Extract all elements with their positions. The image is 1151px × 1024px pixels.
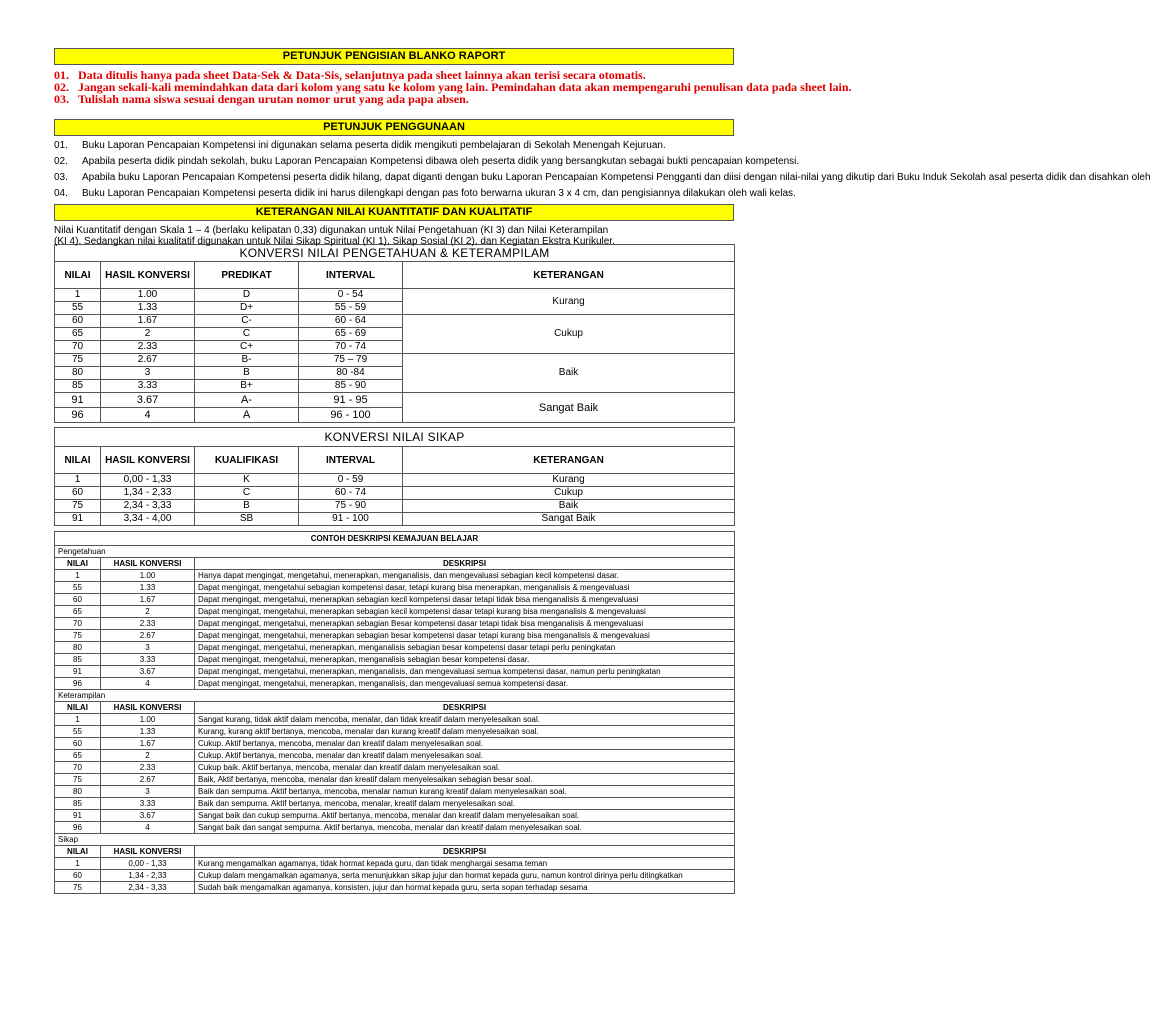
hasil-cell: 2: [101, 750, 195, 762]
pengisian-num: 01.: [54, 68, 69, 82]
col-hasil: HASIL KONVERSI: [101, 702, 195, 714]
hasil-cell: 0,00 - 1,33: [101, 474, 195, 487]
deskripsi-cell: Dapat mengingat, mengetahui, menerapkan, menganalisis, dan mengevaluasi semua kompetensi dasar.: [195, 678, 735, 690]
raport-sheet: [54, 46, 1151, 894]
deskripsi-cell: Cukup. Aktif bertanya, mencoba, menalar dan kreatif dalam menyelesaikan soal.: [195, 750, 735, 762]
deskripsi-row: [55, 858, 735, 870]
hasil-cell: 1,34 - 2,33: [101, 487, 195, 500]
keterangan-cell: Kurang: [403, 474, 735, 487]
penggunaan-num: 02.: [54, 156, 68, 167]
hasil-cell: 2.67: [101, 354, 195, 367]
deskripsi-row: [55, 618, 735, 630]
nilai-cell: 60: [55, 315, 101, 328]
deskripsi-row: [55, 822, 735, 834]
hasil-cell: 1.33: [101, 302, 195, 315]
deskripsi-row: [55, 750, 735, 762]
interval-cell: 75 - 90: [299, 500, 403, 513]
nilai-cell: 1: [55, 858, 101, 870]
deskripsi-cell: Dapat mengingat, mengetahui, menerapkan sebagian besar kompetensi dasar tetapi kurang bisa menganalisis & mengevaluasi: [195, 630, 735, 642]
deskripsi-row: [55, 630, 735, 642]
col-nilai: NILAI: [55, 702, 101, 714]
hasil-cell: 3: [101, 786, 195, 798]
predikat-cell: C: [195, 328, 299, 341]
deskripsi-row: [55, 738, 735, 750]
deskripsi-row: [55, 666, 735, 678]
col-interval: INTERVAL: [299, 262, 403, 289]
keterangan-cell: Baik: [403, 500, 735, 513]
keterangan-cell: Cukup: [403, 487, 735, 500]
deskripsi-row: [55, 726, 735, 738]
keterangan-cell: Cukup: [403, 315, 735, 354]
deskripsi-cell: Cukup dalam mengamalkan agamanya, serta menunjukkan sikap jujur dan hormat kepada guru, namun kontrol dirinya perlu ditingkatkan: [195, 870, 735, 882]
predikat-cell: D+: [195, 302, 299, 315]
keterangan-cell: Kurang: [403, 289, 735, 315]
deskripsi-row: [55, 762, 735, 774]
hasil-cell: 4: [101, 408, 195, 423]
konversi-pk-row: [55, 289, 735, 302]
nilai-cell: 85: [55, 798, 101, 810]
hasil-cell: 1.33: [101, 582, 195, 594]
interval-cell: 60 - 64: [299, 315, 403, 328]
pengisian-text: Data ditulis hanya pada sheet Data-Sek & Data-Sis, selanjutnya pada sheet lainnya akan terisi secara otomatis.: [78, 68, 646, 82]
interval-cell: 55 - 59: [299, 302, 403, 315]
nilai-cell: 75: [55, 500, 101, 513]
interval-cell: 70 - 74: [299, 341, 403, 354]
col-nilai: NILAI: [55, 262, 101, 289]
band-pengisian: PETUNJUK PENGISIAN BLANKO RAPORT: [54, 48, 734, 65]
penggunaan-item: [54, 172, 1151, 188]
deskripsi-row: [55, 654, 735, 666]
hasil-cell: 1.00: [101, 289, 195, 302]
konversi-pk-title: KONVERSI NILAI PENGETAHUAN & KETERAMPILAM: [55, 245, 735, 262]
penggunaan-num: 01.: [54, 140, 68, 151]
deskripsi-cell: Dapat mengingat, mengetahui, menerapkan, menganalisis sebagian besar kompetensi dasar.: [195, 654, 735, 666]
hasil-cell: 2.67: [101, 630, 195, 642]
col-predikat: PREDIKAT: [195, 262, 299, 289]
pengisian-text: Tulislah nama siswa sesuai dengan urutan nomor urut yang ada papa absen.: [78, 92, 469, 106]
hasil-cell: 3: [101, 367, 195, 380]
pengisian-num: 03.: [54, 92, 69, 106]
deskripsi-table: [54, 531, 735, 894]
hasil-cell: 3: [101, 642, 195, 654]
deskripsi-row: [55, 786, 735, 798]
predikat-cell: A: [195, 408, 299, 423]
hasil-cell: 3.67: [101, 666, 195, 678]
deskripsi-row: [55, 882, 735, 894]
col-hasil: HASIL KONVERSI: [101, 846, 195, 858]
predikat-cell: C+: [195, 341, 299, 354]
deskripsi-cell: Baik dan sempurna. Aktif bertanya, mencoba, menalar namun kurang kreatif dalam menyelesaikan soal.: [195, 786, 735, 798]
interval-cell: 91 - 100: [299, 513, 403, 526]
nilai-cell: 75: [55, 774, 101, 786]
nilai-cell: 96: [55, 822, 101, 834]
hasil-cell: 2: [101, 328, 195, 341]
nilai-cell: 96: [55, 678, 101, 690]
hasil-cell: 1.00: [101, 714, 195, 726]
section-label-row: [55, 834, 735, 846]
deskripsi-cell: Cukup. Aktif bertanya, mencoba, menalar dan kreatif dalam menyelesaikan soal.: [195, 738, 735, 750]
deskripsi-cell: Dapat mengingat, mengetahui, menerapkan sebagian Besar kompetensi dasar tetapi tidak bisa menganalisis & mengevaluasi: [195, 618, 735, 630]
deskripsi-row: [55, 774, 735, 786]
deskripsi-row: [55, 798, 735, 810]
hasil-cell: 4: [101, 822, 195, 834]
note-line-1: Nilai Kuantitatif dengan Skala 1 – 4 (berlaku kelipatan 0,33) digunakan untuk Nilai Pengetahuan (KI 3) dan Nilai Keterampilan: [54, 225, 609, 236]
col-hasil: HASIL KONVERSI: [101, 447, 195, 474]
nilai-cell: 85: [55, 654, 101, 666]
hasil-cell: 2.33: [101, 618, 195, 630]
nilai-cell: 65: [55, 606, 101, 618]
pengisian-text: Jangan sekali-kali memindahkan data dari kolom yang satu ke kolom yang lain. Pemindahan data akan mempengaruhi penulisan data pada sheet lain.: [78, 80, 852, 94]
nilai-cell: 55: [55, 302, 101, 315]
hasil-cell: 3.33: [101, 798, 195, 810]
konversi-sikap-row: [55, 474, 735, 487]
col-kualifikasi: KUALIFIKASI: [195, 447, 299, 474]
predikat-cell: C-: [195, 315, 299, 328]
konversi-pk-row: [55, 393, 735, 408]
predikat-cell: D: [195, 289, 299, 302]
deskripsi-row: [55, 606, 735, 618]
kualifikasi-cell: B: [195, 500, 299, 513]
hasil-cell: 2.33: [101, 341, 195, 354]
interval-cell: 0 - 54: [299, 289, 403, 302]
keterangan-note: [54, 225, 734, 247]
nilai-cell: 60: [55, 738, 101, 750]
hasil-cell: 3.67: [101, 393, 195, 408]
deskripsi-cell: Baik, Aktif bertanya, mencoba, menalar dan kreatif dalam menyelesaikan sebagian besar soal.: [195, 774, 735, 786]
hasil-cell: 1.33: [101, 726, 195, 738]
nilai-cell: 60: [55, 870, 101, 882]
interval-cell: 80 -84: [299, 367, 403, 380]
deskripsi-row: [55, 810, 735, 822]
keterangan-cell: Baik: [403, 354, 735, 393]
konversi-sikap-title: KONVERSI NILAI SIKAP: [55, 428, 735, 447]
hasil-cell: 2.67: [101, 774, 195, 786]
col-interval: INTERVAL: [299, 447, 403, 474]
predikat-cell: A-: [195, 393, 299, 408]
hasil-cell: 3,34 - 4,00: [101, 513, 195, 526]
interval-cell: 60 - 74: [299, 487, 403, 500]
predikat-cell: B-: [195, 354, 299, 367]
col-nilai: NILAI: [55, 447, 101, 474]
deskripsi-row: [55, 870, 735, 882]
section-label-pengetahuan: Pengetahuan: [55, 546, 735, 558]
deskripsi-cell: Kurang, kurang aktif bertanya, mencoba, menalar dan kurang kreatif dalam menyelesaikan soal.: [195, 726, 735, 738]
konversi-sikap-row: [55, 500, 735, 513]
deskripsi-cell: Baik dan sempurna. Aktif bertanya, mencoba, menalar, kreatif dalam menyelesaikan soal.: [195, 798, 735, 810]
hasil-cell: 2,34 - 3,33: [101, 500, 195, 513]
col-nilai: NILAI: [55, 558, 101, 570]
hasil-cell: 4: [101, 678, 195, 690]
col-keterangan: KETERANGAN: [403, 447, 735, 474]
deskripsi-cell: Sangat kurang, tidak aktif dalam mencoba, menalar, dan tidak kreatif dalam menyelesaikan soal.: [195, 714, 735, 726]
nilai-cell: 75: [55, 882, 101, 894]
nilai-cell: 91: [55, 810, 101, 822]
deskripsi-row: [55, 570, 735, 582]
penggunaan-text: Buku Laporan Pencapaian Kompetensi ini digunakan selama peserta didik mengikuti pembelajaran di Sekolah Menengah Kejuruan.: [82, 140, 666, 151]
nilai-cell: 75: [55, 354, 101, 367]
col-keterangan: KETERANGAN: [403, 262, 735, 289]
pengisian-num: 02.: [54, 80, 69, 94]
keterangan-cell: Sangat Baik: [403, 513, 735, 526]
nilai-cell: 60: [55, 487, 101, 500]
kualifikasi-cell: K: [195, 474, 299, 487]
deskripsi-cell: Dapat mengingat, mengetahui, menerapkan sebagian kecil kompetensi dasar tetapi kurang bisa menganalisis & mengevaluasi: [195, 606, 735, 618]
nilai-cell: 75: [55, 630, 101, 642]
band-keterangan: KETERANGAN NILAI KUANTITATIF DAN KUALITATIF: [54, 204, 734, 221]
penggunaan-text: Apabila peserta didik pindah sekolah, buku Laporan Pencapaian Kompetensi dibawa oleh peserta didik yang bersangkutan sebagai bukti pencapaian kompetensi.: [82, 156, 800, 167]
note-line-2: (KI 4). Sedangkan nilai kualitatif digunakan untuk Nilai Sikap Spiritual (KI 1), Sikap Sosial (KI 2), dan Kegiatan Ekstra Kurikuler.: [54, 236, 615, 247]
hasil-cell: 1.67: [101, 315, 195, 328]
deskripsi-cell: Dapat mengingat, mengetahui, menerapkan sebagian kecil kompetensi dasar tetapi tidak bisa menganalisis & mengevaluasi: [195, 594, 735, 606]
hasil-cell: 1.67: [101, 594, 195, 606]
col-deskripsi: DESKRIPSI: [195, 846, 735, 858]
nilai-cell: 91: [55, 666, 101, 678]
deskripsi-cell: Sudah baik mengamalkan agamanya, konsisten, jujur dan hormat kepada guru, serta sopan terhadap sesama: [195, 882, 735, 894]
hasil-cell: 2.33: [101, 762, 195, 774]
hasil-cell: 0,00 - 1,33: [101, 858, 195, 870]
deskripsi-cell: Dapat mengingat, mengetahui, menerapkan, menganalisis, dan mengevaluasi semua kompetensi dasar, namun perlu peningkatan: [195, 666, 735, 678]
section-label-keterampilan: Keterampilan: [55, 690, 735, 702]
konversi-pk-row: [55, 315, 735, 328]
nilai-cell: 85: [55, 380, 101, 393]
deskripsi-cell: Sangat baik dan cukup sempurna. Aktif bertanya, mencoba, menalar dan kreatif dalam menyelesaikan soal.: [195, 810, 735, 822]
deskripsi-row: [55, 678, 735, 690]
penggunaan-item: [54, 156, 800, 172]
interval-cell: 96 - 100: [299, 408, 403, 423]
nilai-cell: 80: [55, 786, 101, 798]
deskripsi-header-row: [55, 702, 735, 714]
penggunaan-list: [54, 140, 1151, 204]
deskripsi-cell: Dapat mengingat, mengetahui, menerapkan, menganalisis sebagian besar kompetensi dasar tetapi perlu peningkatan: [195, 642, 735, 654]
nilai-cell: 1: [55, 570, 101, 582]
hasil-cell: 3.67: [101, 810, 195, 822]
deskripsi-header-row: [55, 846, 735, 858]
nilai-cell: 60: [55, 594, 101, 606]
penggunaan-num: 03.: [54, 172, 68, 183]
nilai-cell: 65: [55, 750, 101, 762]
deskripsi-cell: Hanya dapat mengingat, mengetahui, menerapkan, menganalisis, dan mengevaluasi sebagian kecil kompetensi dasar.: [195, 570, 735, 582]
deskripsi-title: CONTOH DESKRIPSI KEMAJUAN BELAJAR: [55, 532, 735, 546]
hasil-cell: 3.33: [101, 380, 195, 393]
nilai-cell: 70: [55, 762, 101, 774]
keterangan-cell: Sangat Baik: [403, 393, 735, 423]
deskripsi-cell: Sangat baik dan sangat sempurna. Aktif bertanya, mencoba, menalar dan kreatif dalam menyelesaikan soal.: [195, 822, 735, 834]
deskripsi-row: [55, 642, 735, 654]
kualifikasi-cell: SB: [195, 513, 299, 526]
interval-cell: 0 - 59: [299, 474, 403, 487]
deskripsi-cell: Cukup baik. Aktif bertanya, mencoba, menalar dan kreatif dalam menyelesaikan soal.: [195, 762, 735, 774]
nilai-cell: 1: [55, 714, 101, 726]
col-nilai: NILAI: [55, 846, 101, 858]
section-label-row: [55, 690, 735, 702]
hasil-cell: 2,34 - 3,33: [101, 882, 195, 894]
deskripsi-cell: Dapat mengingat, mengetahui sebagian kompetensi dasar, tetapi kurang bisa menerapkan, menganalisis & mengevaluasi: [195, 582, 735, 594]
nilai-cell: 80: [55, 642, 101, 654]
nilai-cell: 55: [55, 726, 101, 738]
col-deskripsi: DESKRIPSI: [195, 702, 735, 714]
predikat-cell: B+: [195, 380, 299, 393]
penggunaan-text: Buku Laporan Pencapaian Kompetensi peserta didik ini harus dilengkapi dengan pas foto berwarna ukuran 3 x 4 cm, dan pengisiannya dilakukan oleh wali kelas.: [82, 188, 796, 199]
penggunaan-num: 04.: [54, 188, 68, 199]
penggunaan-item: [54, 188, 796, 204]
nilai-cell: 55: [55, 582, 101, 594]
nilai-cell: 96: [55, 408, 101, 423]
hasil-cell: 3.33: [101, 654, 195, 666]
nilai-cell: 70: [55, 341, 101, 354]
interval-cell: 85 - 90: [299, 380, 403, 393]
penggunaan-text: Apabila buku Laporan Pencapaian Kompetensi peserta didik hilang, dapat diganti dengan buku Laporan Pencapaian Kompetensi Pengganti dan diisi dengan nilai-nilai yang dikutip dari Buku Induk Sekolah asal peserta didik dan disahkan oleh: [82, 172, 1151, 183]
deskripsi-row: [55, 582, 735, 594]
col-hasil: HASIL KONVERSI: [101, 558, 195, 570]
nilai-cell: 1: [55, 289, 101, 302]
col-hasil: HASIL KONVERSI: [101, 262, 195, 289]
pengisian-item: [54, 93, 734, 105]
deskripsi-cell: Kurang mengamalkan agamanya, tidak hormat kepada guru, dan tidak menghargai sesama teman: [195, 858, 735, 870]
konversi-sikap-table: [54, 427, 735, 526]
nilai-cell: 91: [55, 393, 101, 408]
konversi-pengetahuan-table: [54, 244, 735, 423]
deskripsi-header-row: [55, 558, 735, 570]
kualifikasi-cell: C: [195, 487, 299, 500]
section-label-row: [55, 546, 735, 558]
konversi-sikap-row: [55, 513, 735, 526]
konversi-sikap-row: [55, 487, 735, 500]
hasil-cell: 1.67: [101, 738, 195, 750]
interval-cell: 75 – 79: [299, 354, 403, 367]
nilai-cell: 65: [55, 328, 101, 341]
konversi-pk-row: [55, 354, 735, 367]
nilai-cell: 1: [55, 474, 101, 487]
nilai-cell: 91: [55, 513, 101, 526]
predikat-cell: B: [195, 367, 299, 380]
hasil-cell: 1.00: [101, 570, 195, 582]
col-deskripsi: DESKRIPSI: [195, 558, 735, 570]
deskripsi-row: [55, 714, 735, 726]
hasil-cell: 2: [101, 606, 195, 618]
hasil-cell: 1,34 - 2,33: [101, 870, 195, 882]
nilai-cell: 80: [55, 367, 101, 380]
interval-cell: 91 - 95: [299, 393, 403, 408]
band-penggunaan: PETUNJUK PENGGUNAAN: [54, 119, 734, 136]
deskripsi-row: [55, 594, 735, 606]
interval-cell: 65 - 69: [299, 328, 403, 341]
penggunaan-item: [54, 140, 734, 156]
section-label-sikap: Sikap: [55, 834, 735, 846]
nilai-cell: 70: [55, 618, 101, 630]
pengisian-list: [54, 68, 852, 111]
